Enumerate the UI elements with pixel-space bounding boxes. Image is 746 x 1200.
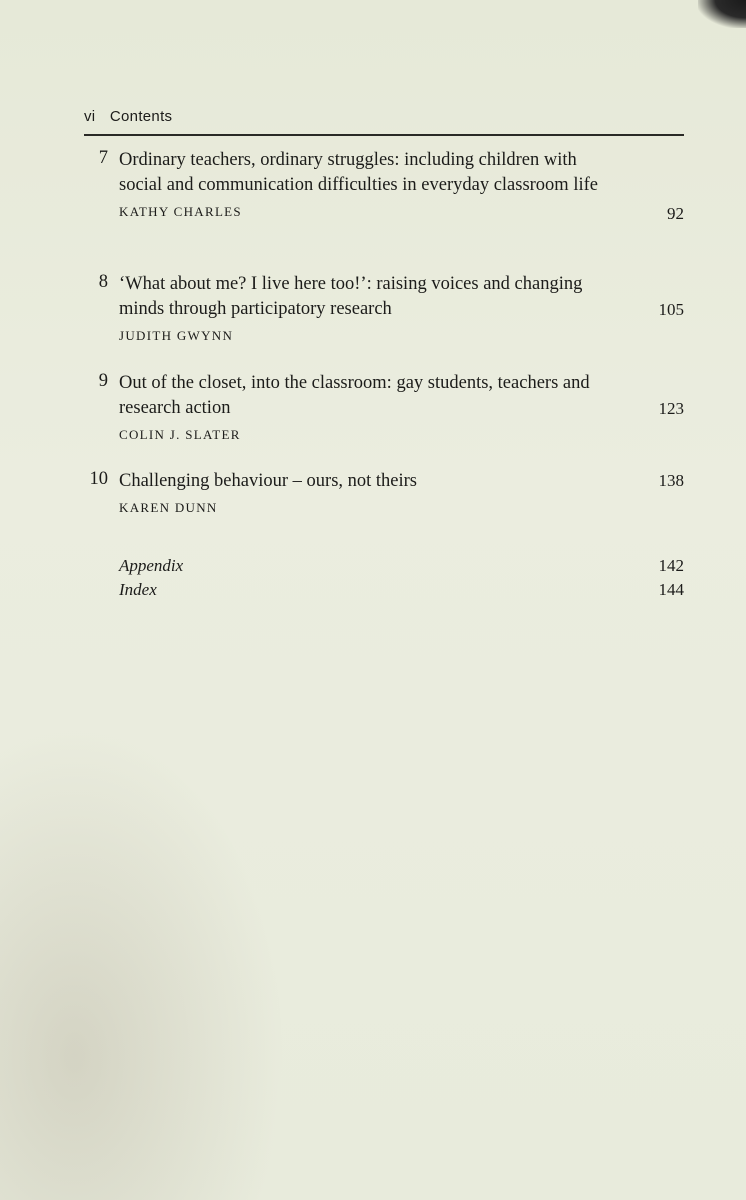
chapter-page-number: 123: [658, 399, 684, 418]
appendix-label: Appendix: [119, 556, 184, 575]
chapter-author: KAREN DUNN: [119, 500, 218, 515]
toc-appendix: [119, 556, 684, 576]
running-header-title: Contents: [109, 108, 173, 125]
toc-entry: [84, 148, 684, 223]
page-corner-shadow: [698, 0, 746, 28]
chapter-title: ‘What about me? I live here too!’: raising voices and changing minds through participatory research: [119, 274, 583, 319]
chapter-author: JUDITH GWYNN: [119, 328, 234, 343]
chapter-page-number: 105: [658, 300, 684, 319]
chapter-author: KATHY CHARLES: [119, 204, 242, 219]
chapter-author: COLIN J. SLATER: [119, 427, 241, 442]
chapter-number: 9: [98, 371, 108, 391]
index-label: Index: [119, 580, 157, 599]
toc-entry: [84, 272, 684, 344]
chapter-title: Ordinary teachers, ordinary struggles: including children with social and communication difficulties in everyday classroom life: [119, 150, 598, 195]
chapter-page-number: 138: [658, 471, 684, 490]
page-folio: vi: [84, 108, 96, 125]
toc-index: [119, 580, 684, 600]
toc-entry: [84, 371, 684, 443]
appendix-page-number: 142: [658, 556, 684, 575]
chapter-title: Out of the closet, into the classroom: gay students, teachers and research action: [119, 373, 590, 418]
chapter-number: 8: [98, 272, 108, 292]
running-header: [84, 108, 172, 125]
chapter-number: 10: [89, 469, 108, 489]
index-page-number: 144: [658, 580, 684, 599]
header-rule: [84, 134, 684, 136]
toc-entry: [84, 469, 684, 516]
chapter-page-number: 92: [667, 204, 684, 223]
chapter-title: Challenging behaviour – ours, not theirs: [119, 471, 418, 491]
chapter-number: 7: [98, 148, 108, 168]
